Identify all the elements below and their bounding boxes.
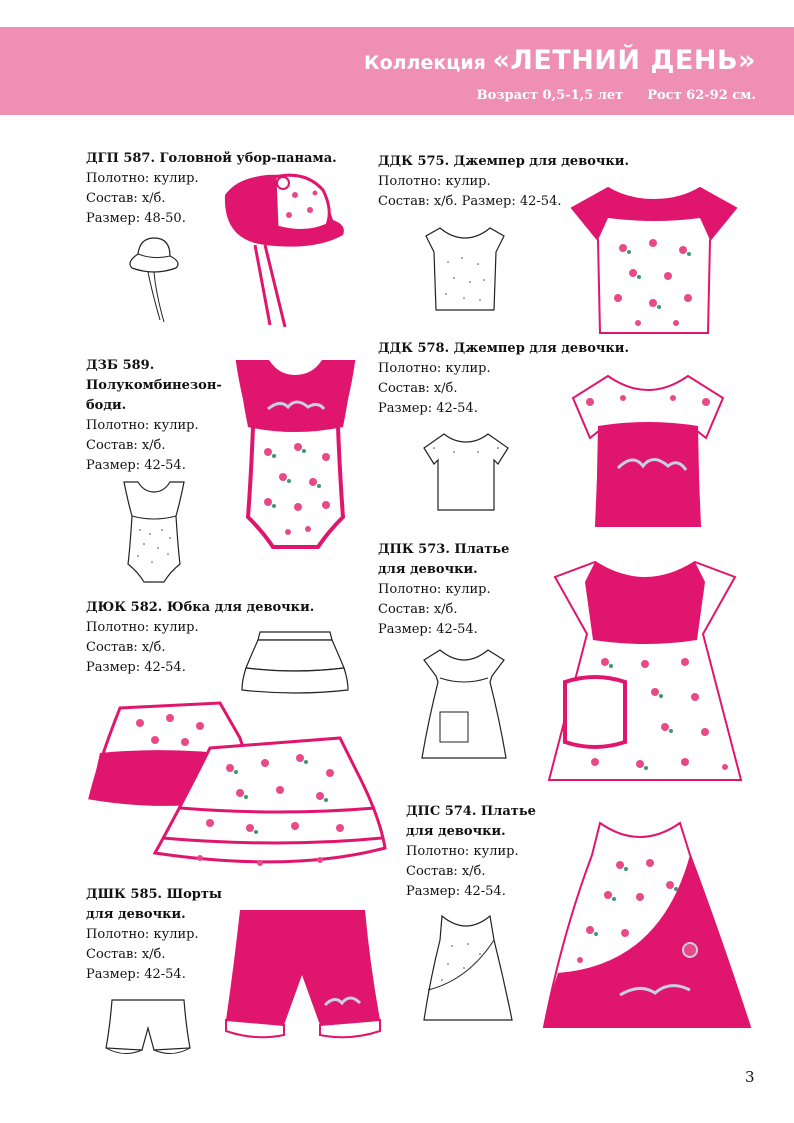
jumper-575-sketch [420, 222, 510, 314]
product-title-line: для девочки. [378, 562, 478, 577]
product-fabric: Полотно: кулир. [406, 844, 519, 859]
product-title-line: ДШК 585. Шорты [86, 887, 222, 902]
product-composition: Состав: х/б. [378, 381, 458, 396]
collection-prefix: Коллекция [364, 52, 493, 74]
bodysuit-sketch [118, 478, 190, 586]
jumper-578-photo [568, 368, 728, 533]
dress-574-sketch [418, 910, 516, 1025]
skirts-photo [80, 698, 390, 883]
product-composition: Состав: х/б. [86, 191, 166, 206]
product-composition: Состав: х/б. [378, 602, 458, 617]
product-composition: Состав: х/б. [406, 864, 486, 879]
header-banner [0, 27, 794, 115]
product-fabric: Полотно: кулир. [378, 582, 491, 597]
page-number: 3 [745, 1068, 755, 1086]
jumper-575-photo [568, 178, 740, 338]
height-range: Рост 62-92 см. [647, 88, 756, 103]
product-fabric: Полотно: кулир. [86, 620, 199, 635]
shorts-photo [220, 905, 385, 1055]
product-size: Размер: 42-54. [86, 458, 186, 473]
product-title: ДДК 575. Джемпер для девочки. [378, 154, 629, 169]
panama-hat-photo [215, 165, 350, 330]
product-title: ДГП 587. Головной убор-панама. [86, 151, 337, 166]
product-size: Размер: 42-54. [86, 660, 186, 675]
product-title: ДДК 578. Джемпер для девочки. [378, 341, 629, 356]
product-fabric: Полотно: кулир. [378, 361, 491, 376]
product-size: Размер: 42-54. [378, 401, 478, 416]
product-composition: Состав: х/б. [86, 438, 166, 453]
product-dshk-585 [86, 885, 222, 985]
product-title-line: для девочки. [86, 907, 186, 922]
product-title-line: Полукомбинезон- [86, 378, 222, 393]
product-fabric: Полотно: кулир. [86, 418, 199, 433]
product-title-line: боди. [86, 398, 127, 413]
size-info [453, 88, 756, 103]
product-dzb-589 [86, 356, 222, 476]
product-composition: Состав: х/б. [86, 640, 166, 655]
product-fabric: Полотно: кулир. [86, 927, 199, 942]
product-title: ДЮК 582. Юбка для девочки. [86, 600, 315, 615]
product-title-line: ДПС 574. Платье [406, 804, 536, 819]
age-range: Возраст 0,5-1,5 лет [476, 88, 624, 103]
product-size: Размер: 42-54. [378, 622, 478, 637]
product-size: Размер: 42-54. [406, 884, 506, 899]
collection-title [364, 47, 756, 74]
dress-574-photo [540, 815, 755, 1035]
product-title-line: для девочки. [406, 824, 506, 839]
product-dps-574 [406, 802, 536, 902]
product-dpk-573 [378, 540, 509, 640]
product-composition: Состав: х/б. [86, 947, 166, 962]
product-title-line: ДЗБ 589. [86, 358, 155, 373]
collection-name: «ЛЕТНИЙ ДЕНЬ» [492, 45, 756, 76]
jumper-578-sketch [420, 428, 512, 513]
product-composition-size: Состав: х/б. Размер: 42-54. [378, 194, 562, 209]
product-size: Размер: 48-50. [86, 211, 186, 226]
product-size: Размер: 42-54. [86, 967, 186, 982]
dress-573-sketch [418, 642, 510, 762]
panama-hat-sketch [124, 232, 184, 327]
product-title-line: ДПК 573. Платье [378, 542, 510, 557]
bodysuit-photo [228, 357, 363, 562]
product-fabric: Полотно: кулир. [378, 174, 491, 189]
product-fabric: Полотно: кулир. [86, 171, 199, 186]
dress-573-photo [545, 552, 745, 784]
skirt-sketch [240, 628, 350, 696]
shorts-sketch [104, 996, 192, 1060]
